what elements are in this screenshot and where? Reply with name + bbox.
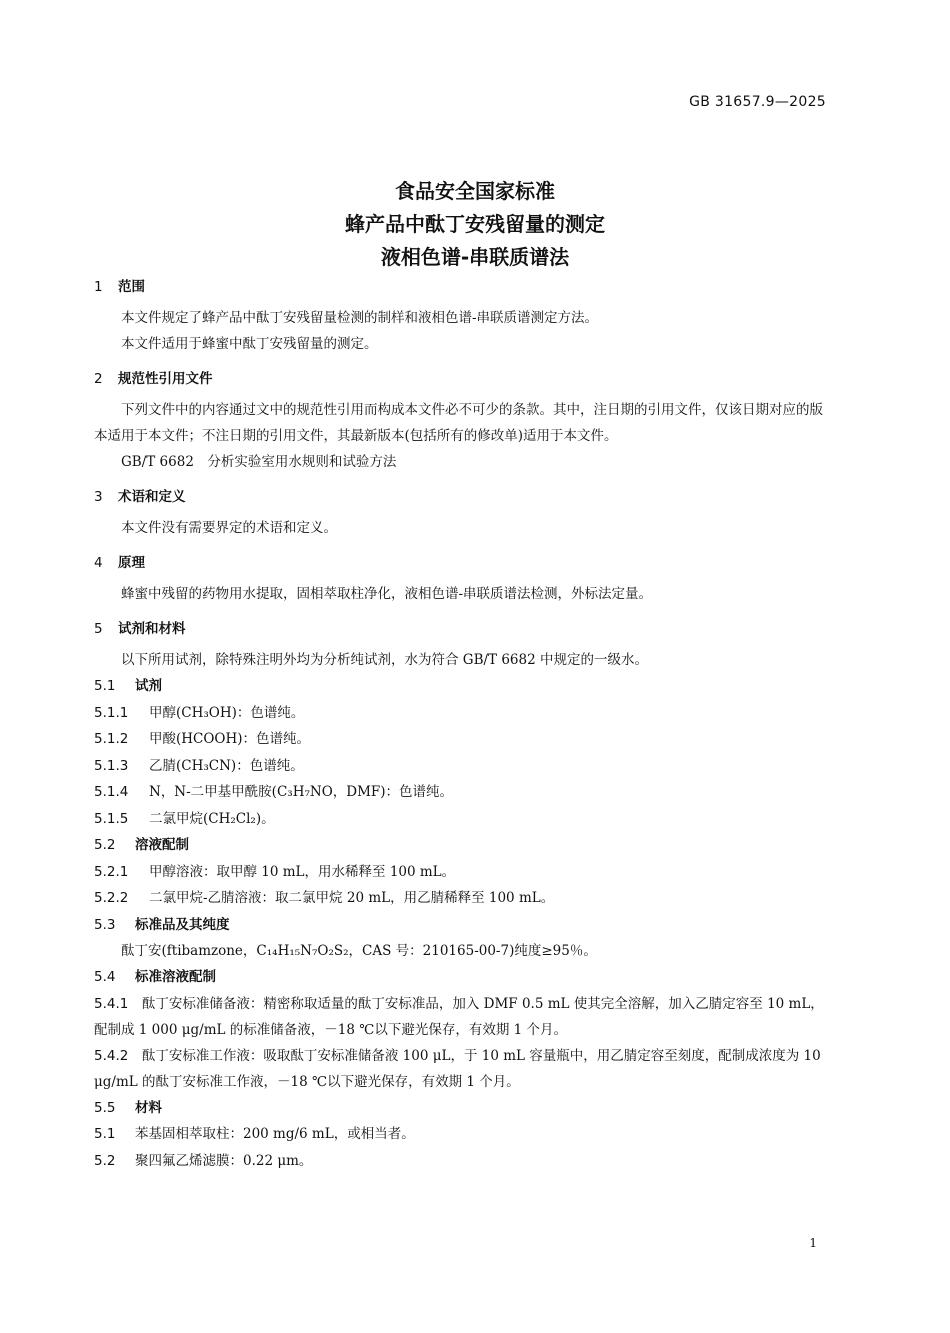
section-2-paragraph-1: 下列文件中的内容通过文中的规范性引用而构成本文件必不可少的条款。其中，注日期的引用文件，仅该日期对应的版本适用于本文件；不注日期的引用文件，其最新版本(包括所有的修改单)适用于本文件。	[94, 402, 823, 444]
standard-code: GB 31657.9—2025	[689, 94, 826, 110]
section-1-heading: 1 范围	[94, 279, 145, 295]
title-line-1: 食品安全国家标准	[395, 179, 555, 203]
section-3-heading: 3 术语和定义	[94, 489, 186, 505]
section-5-paragraph-1: 以下所用试剂，除特殊注明外均为分析纯试剂，水为符合 GB/T 6682 中规定的一级水。	[121, 652, 648, 668]
document-title	[0, 175, 950, 274]
list-item: 5.1.3 乙腈(CH₃CN)：色谱纯。	[94, 757, 304, 774]
section-5-2-heading: 5.2 溶液配制	[94, 837, 189, 853]
title-line-3: 液相色谱-串联质谱法	[380, 245, 570, 269]
list-item: 5.1.2 甲酸(HCOOH)：色谱纯。	[94, 731, 311, 747]
section-3-paragraph-1: 本文件没有需要界定的术语和定义。	[121, 520, 337, 536]
section-1-paragraph-2: 本文件适用于蜂蜜中酞丁安残留量的测定。	[121, 336, 378, 352]
list-item: 5.2.2 二氯甲烷-乙腈溶液：取二氯甲烷 20 mL，用乙腈稀释至 100 mL。	[94, 890, 555, 906]
list-item: 5.4.2 酞丁安标准工作液：吸取酞丁安标准储备液 100 μL，于 10 mL 容量瓶中，用乙腈定容至刻度，配制成浓度为 10 μg/mL 的酞丁安标准工作液，－18 ℃以下避光保存，有效期 1 个月。	[94, 1047, 821, 1090]
title-line-2: 蜂产品中酞丁安残留量的测定	[345, 212, 605, 236]
document-body	[94, 275, 826, 1174]
section-5-3-heading: 5.3 标准品及其纯度	[94, 916, 230, 933]
list-item: 5.2 聚四氟乙烯滤膜：0.22 μm。	[94, 1152, 313, 1169]
section-5-5-heading: 5.5 材料	[94, 1099, 162, 1116]
section-4-paragraph-1: 蜂蜜中残留的药物用水提取，固相萃取柱净化，液相色谱-串联质谱法检测，外标法定量。	[121, 586, 653, 602]
section-5-1-heading: 5.1 试剂	[94, 678, 162, 694]
list-item: 5.1.5 二氯甲烷(CH₂Cl₂)。	[94, 810, 275, 827]
list-item: 5.1.4 N，N-二甲基甲酰胺(C₃H₇NO，DMF)：色谱纯。	[94, 784, 454, 800]
section-2-heading: 2 规范性引用文件	[94, 371, 213, 387]
section-4-heading: 4 原理	[94, 555, 145, 571]
section-1-paragraph-1: 本文件规定了蜂产品中酞丁安残留量检测的制样和液相色谱-串联质谱测定方法。	[121, 310, 599, 326]
section-5-3-text: 酞丁安(ftibamzone，C₁₄H₁₅N₇O₂S₂，CAS 号：210165-00-7)纯度≥95％。	[121, 943, 597, 959]
list-item: 5.1 苯基固相萃取柱：200 mg/6 mL，或相当者。	[94, 1126, 415, 1142]
list-item: 5.1.1 甲醇(CH₃OH)：色谱纯。	[94, 704, 305, 721]
section-5-heading: 5 试剂和材料	[94, 621, 186, 637]
section-5-4-heading: 5.4 标准溶液配制	[94, 969, 216, 985]
list-item: 5.2.1 甲醇溶液：取甲醇 10 mL，用水稀释至 100 mL。	[94, 863, 456, 880]
section-2-reference: GB/T 6682 分析实验室用水规则和试验方法	[121, 454, 397, 470]
list-item: 5.4.1 酞丁安标准储备液：精密称取适量的酞丁安标准品，加入 DMF 0.5 mL 使其完全溶解，加入乙腈定容至 10 mL，配制成 1 000 μg/mL 的标准储备液，－18 ℃以下避光保存，有效期 1 个月。	[94, 995, 824, 1038]
page-number: 1	[809, 1236, 817, 1250]
